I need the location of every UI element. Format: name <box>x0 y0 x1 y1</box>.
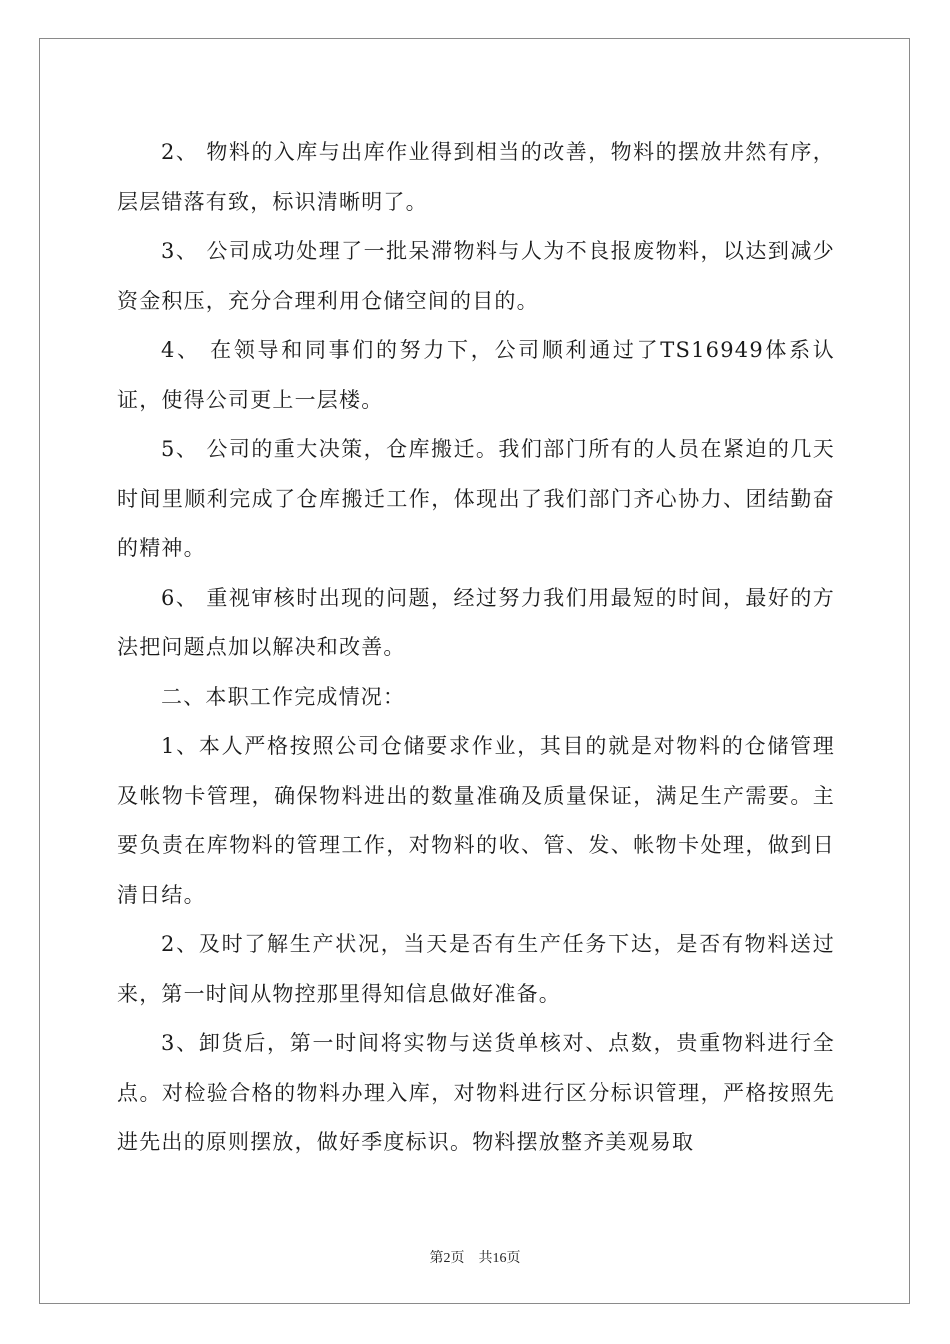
paragraph: 2、及时了解生产状况，当天是否有生产任务下达，是否有物料送过来，第一时间从物控那里得知信息做好准备。 <box>117 932 835 1006</box>
section-heading: 二、本职工作完成情况： <box>161 684 406 709</box>
page-number: 第2页 <box>429 1251 465 1266</box>
paragraph: 5、 公司的重大决策，仓库搬迁。我们部门所有的人员在紧迫的几天时间里顺利完成了仓库搬迁工作，体现出了我们部门齐心协力、团结勤奋的精神。 <box>117 437 835 560</box>
paragraph: 3、卸货后，第一时间将实物与送货单核对、点数，贵重物料进行全点。对检验合格的物料办理入库，对物料进行区分标识管理，严格按照先进先出的原则摆放，做好季度标识。物料摆放整齐美观易取 <box>117 1031 835 1154</box>
paragraph: 3、 公司成功处理了一批呆滞物料与人为不良报废物料，以达到减少资金积压，充分合理利用仓储空间的目的。 <box>117 239 835 313</box>
page-footer <box>0 1247 950 1267</box>
paragraph: 4、 在领导和同事们的努力下，公司顺利通过了TS16949体系认证，使得公司更上一层楼。 <box>117 338 835 412</box>
paragraph: 2、 物料的入库与出库作业得到相当的改善，物料的摆放井然有序，层层错落有致，标识清晰明了。 <box>117 140 835 214</box>
page-total: 共16页 <box>478 1251 521 1266</box>
paragraph: 6、 重视审核时出现的问题，经过努力我们用最短的时间，最好的方法把问题点加以解决和改善。 <box>117 585 835 659</box>
paragraph: 1、本人严格按照公司仓储要求作业，其目的就是对物料的仓储管理及帐物卡管理，确保物料进出的数量准确及质量保证，满足生产需要。主要负责在库物料的管理工作，对物料的收、管、发、帐物卡处理，做到日清日结。 <box>117 734 835 907</box>
document-body <box>117 128 835 1168</box>
